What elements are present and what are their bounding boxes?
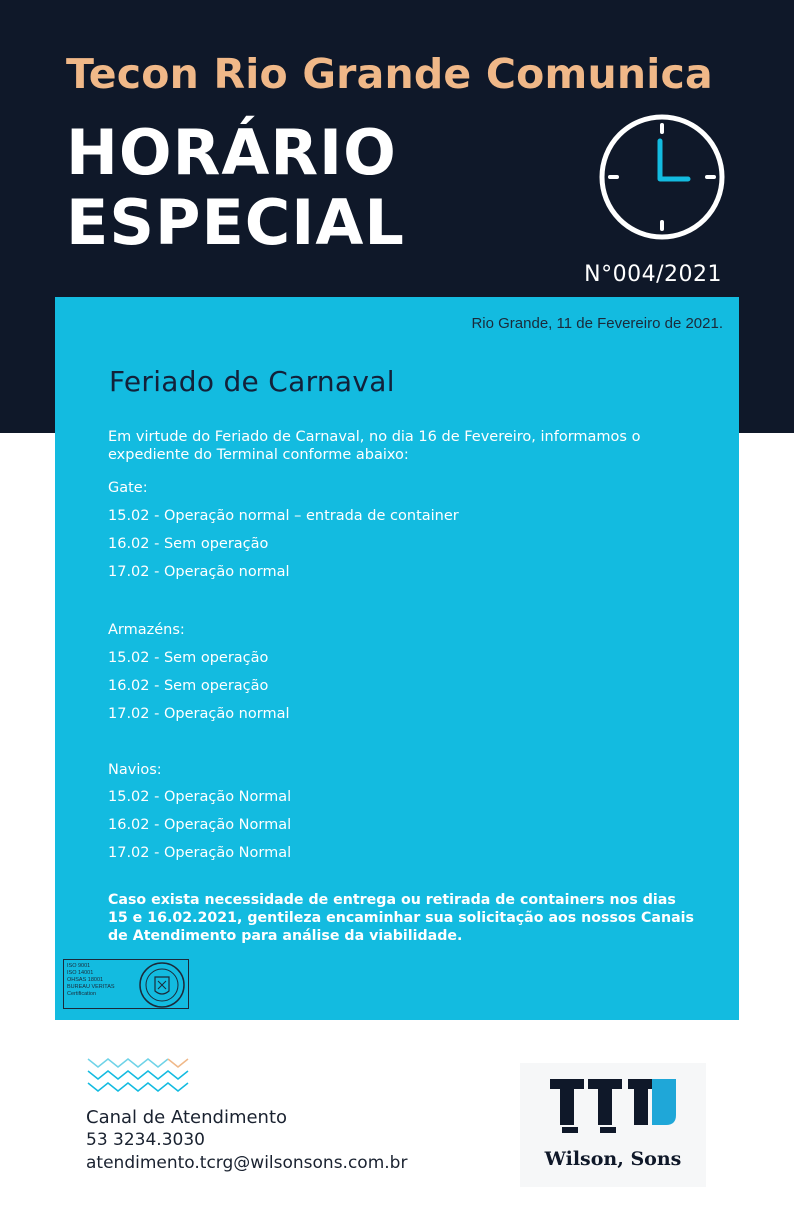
section-heading-navios: Navios: <box>108 762 162 778</box>
page-title-line-1: HORÁRIO <box>66 116 397 189</box>
notice-date: Rio Grande, 11 de Fevereiro de 2021. <box>471 315 723 332</box>
wave-logo-icon <box>86 1055 192 1097</box>
gate-line: 16.02 - Sem operação <box>108 536 269 552</box>
company-title: Tecon Rio Grande Comunica <box>66 50 713 98</box>
navios-line: 16.02 - Operação Normal <box>108 817 292 833</box>
brand-name: Wilson, Sons <box>544 1148 682 1170</box>
section-heading-armazens: Armazéns: <box>108 622 185 638</box>
notice-intro: Em virtude do Feriado de Carnaval, no dia 16 de Fevereiro, informamos o expediente do Terminal conforme abaixo: <box>108 429 641 463</box>
notice-title: Feriado de Carnaval <box>109 365 395 398</box>
notice-card <box>55 297 739 1020</box>
bureau-veritas-seal-icon <box>138 961 186 1009</box>
page-title-line-2: ESPECIAL <box>66 186 405 259</box>
gate-line: 17.02 - Operação normal <box>108 564 290 580</box>
closing-note: Caso exista necessidade de entrega ou retirada de containers nos dias 15 e 16.02.2021, gentileza encaminhar sua solicitação aos nossos Canais de Atendimento para análise da viabilidade. <box>108 892 694 944</box>
navios-line: 17.02 - Operação Normal <box>108 845 292 861</box>
navios-line: 15.02 - Operação Normal <box>108 789 292 805</box>
wilson-sons-mark-icon <box>548 1075 678 1137</box>
contact-email: atendimento.tcrg@wilsonsons.com.br <box>86 1153 408 1173</box>
armazens-line: 17.02 - Operação normal <box>108 706 290 722</box>
certification-text: ISO 9001 ISO 14001 OHSAS 18001 BUREAU VERITAS Certification <box>67 963 115 997</box>
wilson-sons-logo <box>520 1063 706 1187</box>
page-title <box>66 118 405 258</box>
clock-icon <box>598 113 726 241</box>
contact-channel-label: Canal de Atendimento <box>86 1107 288 1128</box>
armazens-line: 16.02 - Sem operação <box>108 678 269 694</box>
issue-number: N°004/2021 <box>584 262 722 287</box>
armazens-line: 15.02 - Sem operação <box>108 650 269 666</box>
contact-phone: 53 3234.3030 <box>86 1130 205 1150</box>
gate-line: 15.02 - Operação normal – entrada de container <box>108 508 459 524</box>
section-heading-gate: Gate: <box>108 480 148 496</box>
certification-badge <box>63 959 189 1009</box>
